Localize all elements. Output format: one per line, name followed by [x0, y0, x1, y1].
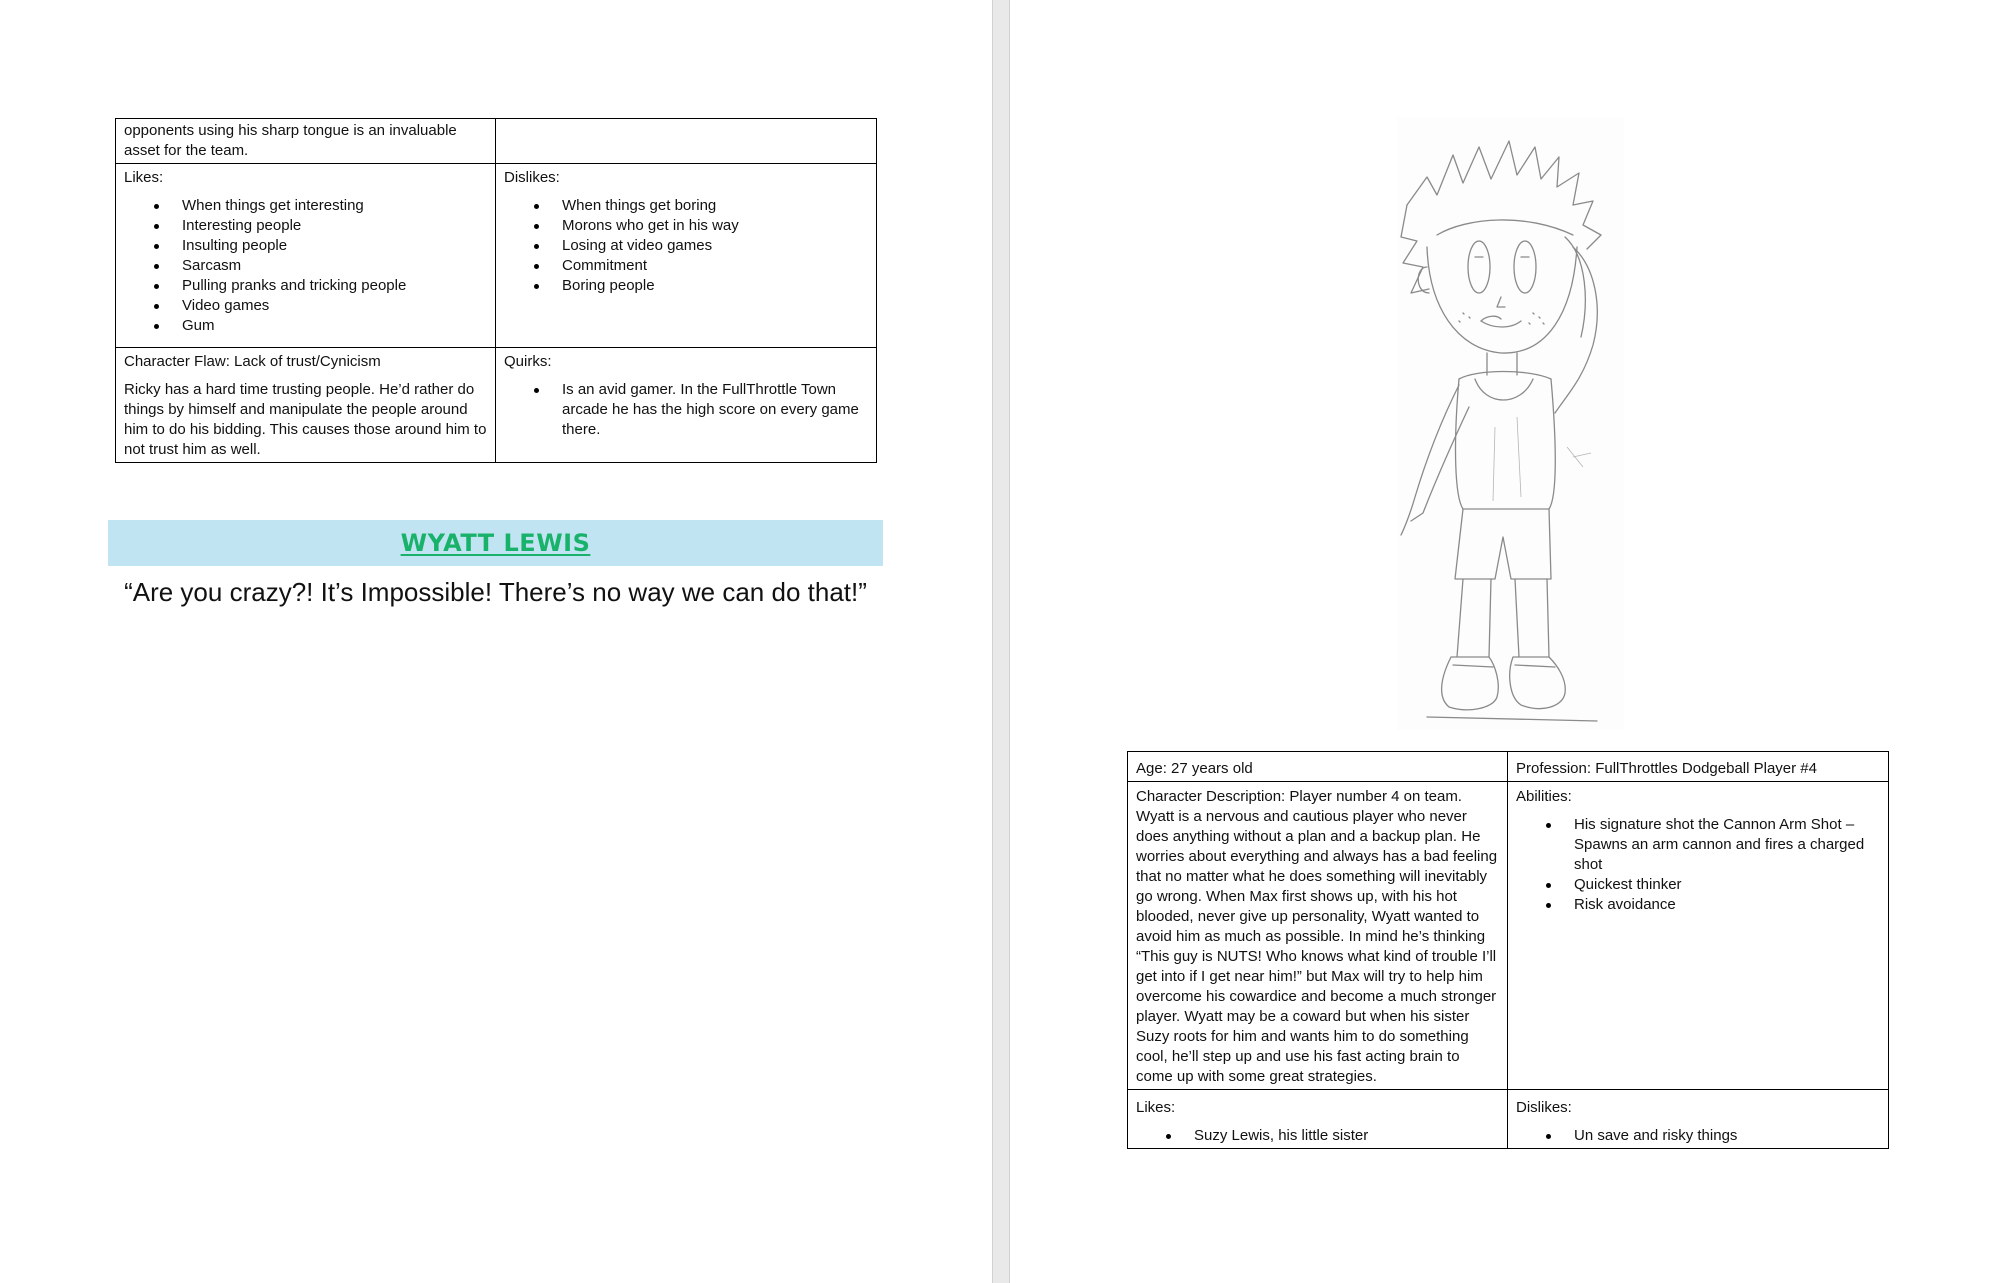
table-row: [116, 164, 877, 348]
likes-label: Likes:: [124, 169, 164, 186]
likes-list: [124, 196, 487, 336]
list-item: Quickest thinker: [1574, 875, 1880, 895]
dislikes-list: [504, 196, 868, 296]
page-separator: [992, 0, 1010, 1283]
quirks-label: Quirks:: [504, 353, 552, 370]
list-item: Losing at video games: [562, 236, 868, 256]
list-item: Risk avoidance: [1574, 895, 1880, 915]
character-quote: “Are you crazy?! It’s Impossible! There’s no way we can do that!”: [124, 577, 867, 607]
table-row: [1128, 752, 1889, 782]
list-item: When things get boring: [562, 196, 868, 216]
character-flaw-label: Character Flaw: Lack of trust/Cynicism: [124, 353, 381, 370]
list-item: Sarcasm: [182, 256, 487, 276]
table-cell: [116, 119, 496, 164]
document-page-left: [0, 0, 992, 1283]
table-row: [116, 119, 877, 164]
table-cell-empty: [496, 119, 877, 164]
abilities-list: [1516, 815, 1880, 915]
list-item: Morons who get in his way: [562, 216, 868, 236]
list-item: When things get interesting: [182, 196, 487, 216]
character-description-cell: [1128, 782, 1508, 1090]
likes-cell: [1128, 1090, 1508, 1149]
list-item: Un save and risky things: [1574, 1126, 1880, 1146]
age-text: Age: 27 years old: [1136, 760, 1253, 777]
profession-text: Profession: FullThrottles Dodgeball Player #4: [1516, 760, 1817, 777]
wyatt-profile-table: [1127, 751, 1889, 1149]
table-row: [116, 348, 877, 463]
dislikes-cell: [1508, 1090, 1889, 1149]
profession-cell: [1508, 752, 1889, 782]
character-flaw-text: Ricky has a hard time trusting people. He’d rather do things by himself and manipulate the people around him to do his bidding. This causes those around him to not trust him as well.: [124, 381, 487, 458]
ricky-profile-table: [115, 118, 877, 463]
list-item: His signature shot the Cannon Arm Shot – Spawns an arm cannon and fires a charged shot: [1574, 815, 1880, 875]
character-name-banner: [108, 520, 883, 566]
list-item: Gum: [182, 316, 487, 336]
list-item: Commitment: [562, 256, 868, 276]
list-item: Insulting people: [182, 236, 487, 256]
list-item: Boring people: [562, 276, 868, 296]
table-row: [1128, 782, 1889, 1090]
list-item: Pulling pranks and tricking people: [182, 276, 487, 296]
age-cell: [1128, 752, 1508, 782]
dislikes-list: [1516, 1126, 1880, 1146]
likes-list: [1136, 1126, 1499, 1146]
abilities-cell: [1508, 782, 1889, 1090]
list-item: Interesting people: [182, 216, 487, 236]
character-flaw-cell: [116, 348, 496, 463]
pencil-sketch-drawing: [1397, 117, 1624, 730]
likes-cell: [116, 164, 496, 348]
table-row: [1128, 1090, 1889, 1149]
list-item: Suzy Lewis, his little sister: [1194, 1126, 1499, 1146]
dislikes-label: Dislikes:: [1516, 1099, 1572, 1116]
character-name-heading: WYATT LEWIS: [400, 529, 591, 557]
likes-label: Likes:: [1136, 1099, 1176, 1116]
abilities-label: Abilities:: [1516, 788, 1572, 805]
ability-text-continued: opponents using his sharp tongue is an invaluable asset for the team.: [124, 122, 457, 159]
dislikes-cell: [496, 164, 877, 348]
quirks-list: [504, 380, 868, 440]
list-item: Is an avid gamer. In the FullThrottle Town arcade he has the high score on every game there.: [562, 380, 868, 440]
dislikes-label: Dislikes:: [504, 169, 560, 186]
character-sketch-image: [1397, 117, 1624, 730]
quirks-cell: [496, 348, 877, 463]
list-item: Video games: [182, 296, 487, 316]
character-description-text: Character Description: Player number 4 on team. Wyatt is a nervous and cautious player who never does anything without a plan and a backup plan. He worries about everything and always has a bad feeling that no matter what he does something will inevitably go wrong. When Max first shows up, with his hot blooded, never give up personality, Wyatt wanted to avoid him as much as possible. In mind he’s thinking “This guy is NUTS! Who knows what kind of trouble I’ll get into if I get near him!” but Max will try to help him overcome his cowardice and become a much stronger player. Wyatt may be a coward but when his sister Suzy roots for him and wants him to do something cool, he’ll step up and use his fast acting brain to come up with some great strategies.: [1136, 788, 1498, 1085]
